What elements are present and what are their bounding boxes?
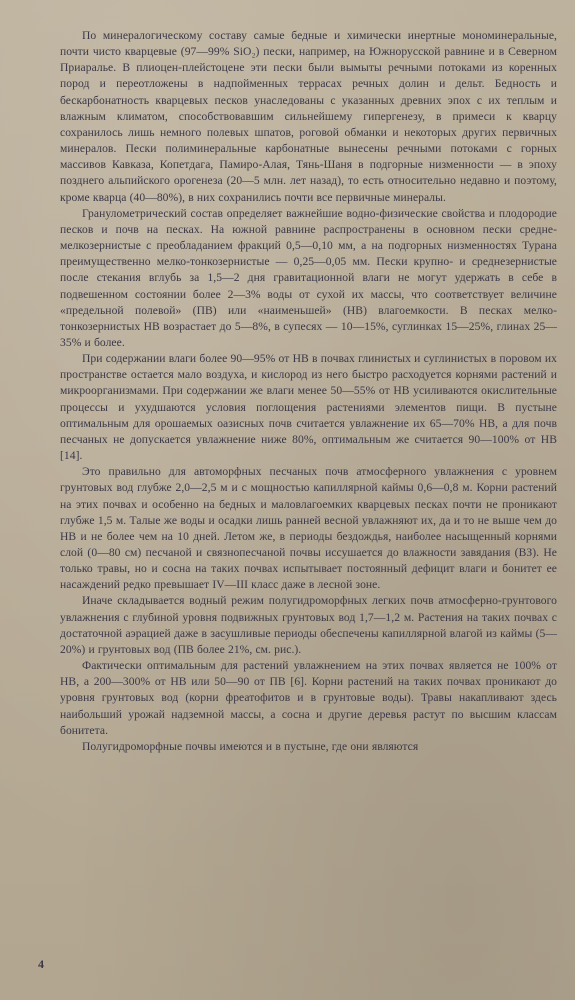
paragraph-moisture-content: При содержании влаги более 90—95% от НВ в почвах глинистых и суглинистых в поровом их пространстве остается мало воздуха, и кислород из него быстро расходуется корнями растений и микроорганизмами. При содержании же влаги менее 50—55% от НВ усиливаются окислительные процессы и ухудшаются условия поглощения растениями элементов пищи. В пустыне оптимальным для орошаемых оазисных почв считается увлажнение их 65—70% НВ, а для почв песчаных не допускается увлажнение ниже 80%, оптимальным же считается 90—100% от НВ [14].	[60, 352, 557, 463]
paragraph-desert-continuation: Полугидроморфные почвы имеются и в пустыне, где они являются	[82, 739, 419, 753]
paragraph-mineral-composition: По минералогическому составу самые бедные и химически инертные мономинеральные, почти чисто кварцевые (97—99% SiO₂) пески, например, на Южнорусской равнине и в Северном Приаралье. В плиоцен-плейстоцене эти пески были вымыты речными потоками из коренных пород и переотложены в надпойменных террасах речных долин и дельт. Бедность и бескарбонатность кварцевых песков унаследованы с указанных древних эпох с их теплым и влажным климатом, способствовавшим сильнейшему гипергенезу, в примеси к кварцу сохранилось лишь немного полевых шпатов, роговой обманки и некоторых других первичных минералов. Пески полиминеральные карбонатные вынесены речными потоками с горных массивов Кавказа, Копетдага, Памиро-Алая, Тянь-Шаня в подгорные низменности — в эпоху позднего альпийского орогенеза (20—5 млн. лет назад), то есть относительно недавно и поэтому, кроме кварца (40—80%), в них сохранились почти все первичные минералы.	[60, 29, 557, 204]
page-number: 4	[38, 957, 44, 971]
paragraph-optimal-moisture: Фактически оптимальным для растений увлажнением на этих почвах является не 100% от НВ, а 200—300% от НВ или 50—90 от ПВ [6]. Корни растений на таких почвах проникают до уровня грунтовых вод (корни фреатофитов и в грунтовые воды). Травы накапливают здесь наибольший урожай надземной массы, а сосна и другие деревья растут по высшим классам бонитета.	[60, 659, 557, 737]
paragraph-granulometric-composition: Гранулометрический состав определяет важнейшие водно-физические свойства и плодородие песков и почв на песках. На южной равнине распространены в основном пески средне-мелкозернистые с преобладанием фракций 0,5—0,10 мм, а на подгорных низменностях Турана преимущественно мелко-тонкозернистые — 0,25—0,05 мм. Пески крупно- и среднезернистые после стекания вглубь за 1,5—2 дня гравитационной влаги не могут удержать в себе в подвешенном состоянии более 2—3% воды от сухой их массы, что соответствует величине «предельной полевой» (ПВ) или «наименьшей» (НВ) влагоемкости. В песках мелко-тонкозернистых НВ возрастает до 5—8%, в супесях — 10—15%, суглинках 15—25%, глинах 25—35% и более.	[60, 206, 557, 349]
paragraph-semihydromorphic-soils: Иначе складывается водный режим полугидроморфных легких почв атмосферно-грунтового увлажнения с глубиной уровня подвижных грунтовых вод 1,7—1,2 м. Растения на таких почвах с достаточной аэрацией даже в засушливые периоды обеспечены капиллярной влагой из каймы (5—20%) и грунтовых вод (ПВ более 21%, см. рис.).	[60, 594, 557, 656]
paragraph-automorphic-soils: Это правильно для автоморфных песчаных почв атмосферного увлажнения с уровнем грунтовых вод глубже 2,0—2,5 м и с мощностью капиллярной каймы 0,6—0,8 м. Корни растений на этих почвах и особенно на бедных и маловлагоемких кварцевых песках почти не проникают глубже 1,5 м. Талые же воды и осадки лишь ранней весной увлажняют их, да и то не выше чем до НВ и не более чем на 10 дней. Летом же, в периоды бездождья, наиболее насыщенный корнями слой (0—80 см) песчаной и связнопесчаной почвы иссушается до влажности завядания (ВЗ). Не только травы, но и сосна на таких почвах испытывает постоянный дефицит влаги и бонитет ее насаждений редко превышает IV—III класс даже в лесной зоне.	[60, 465, 557, 592]
body-text	[60, 28, 557, 755]
